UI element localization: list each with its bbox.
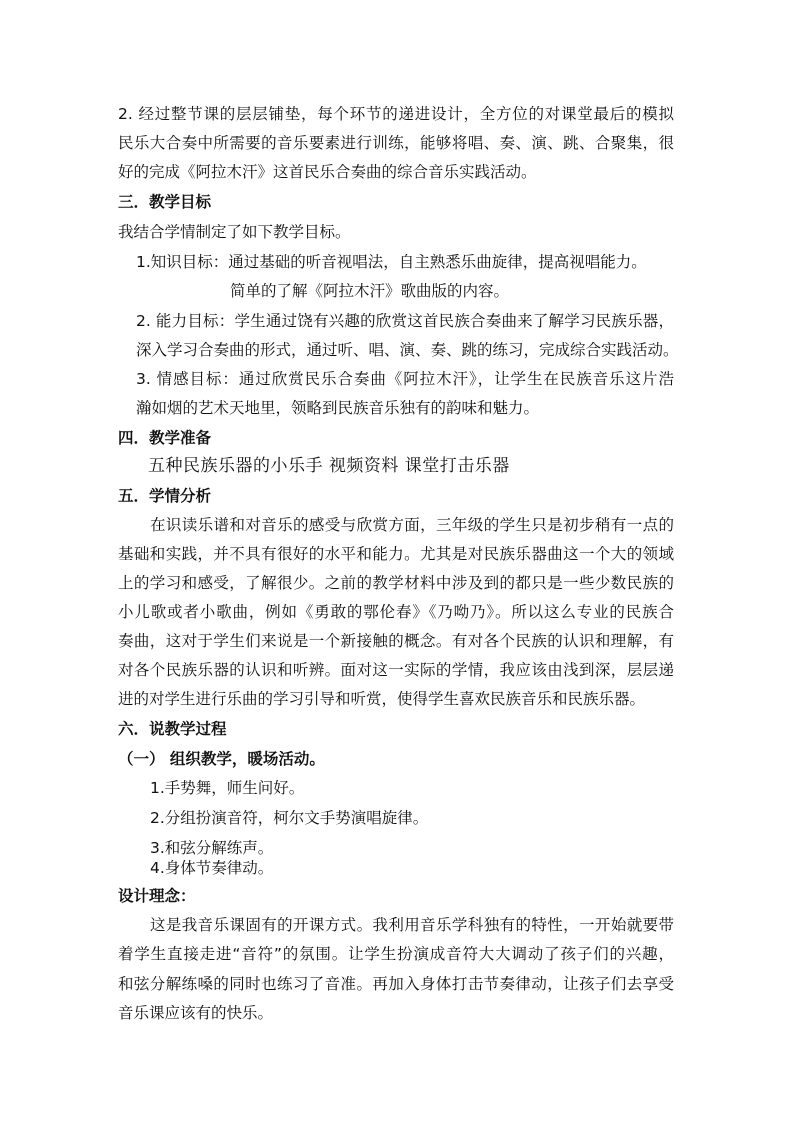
concept-line: 这是我音乐课固有的开课方式。我利用音乐学科独有的特性，一开始就要带: [150, 916, 674, 934]
objectives-intro: 我结合学情制定了如下教学目标。: [118, 223, 351, 241]
goal-emotion: 3. 情感目标：通过欣赏民乐合奏曲《阿拉木汗》，让学生在民族音乐这片浩: [136, 370, 674, 388]
intro-line: 好的完成《阿拉木汗》这首民乐合奏曲的综合音乐实践活动。: [118, 163, 537, 181]
concept-line: 和弦分解练嗓的同时也练习了音准。再加入身体打击节奏律动，让孩子们去享受: [118, 975, 674, 993]
section-heading-objectives: 三．教学目标: [118, 193, 212, 211]
analysis-line: 基础和实践，并不具有很好的水平和能力。尤其是对民族乐器曲这一个大的领域: [118, 545, 674, 563]
analysis-line: 对各个民族乐器的认识和听辨。面对这一实际的学情，我应该由浅到深，层层递: [118, 661, 674, 679]
process-subheading: （一） 组织教学，暖场活动。: [118, 750, 325, 768]
process-item: 4.身体节奏律动。: [150, 859, 274, 877]
process-item: 1.手势舞，师生问好。: [150, 779, 305, 797]
intro-line: 2. 经过整节课的层层铺垫，每个环节的递进设计，全方位的对课堂最后的模拟: [118, 105, 674, 123]
goal-ability: 2. 能力目标：学生通过饶有兴趣的欣赏这首民族合奏曲来了解学习民族乐器，: [136, 312, 674, 330]
goal-ability-cont: 深入学习合奏曲的形式，通过听、唱、演、奏、跳的练习，完成综合实践活动。: [136, 341, 679, 359]
analysis-line: 进的对学生进行乐曲的学习引导和听赏，使得学生喜欢民族音乐和民族乐器。: [118, 690, 646, 708]
design-concept-heading: 设计理念：: [118, 887, 196, 905]
goal-knowledge-cont: 简单的了解《阿拉木汗》歌曲版的内容。: [230, 282, 510, 300]
goal-knowledge: 1.知识目标：通过基础的听音视唱法，自主熟悉乐曲旋律，提高视唱能力。: [136, 253, 647, 271]
preparation-content: 五种民族乐器的小乐手 视频资料 课堂打击乐器: [148, 456, 510, 476]
goal-emotion-cont: 瀚如烟的艺术天地里，领略到民族音乐独有的韵味和魅力。: [136, 399, 540, 417]
intro-line: 民乐大合奏中所需要的音乐要素进行训练，能够将唱、奏、演、跳、合聚集，很: [118, 134, 674, 152]
section-heading-preparation: 四．教学准备: [118, 429, 212, 447]
concept-line: 着学生直接走进“音符”的氛围。让学生扮演成音符大大调动了孩子们的兴趣，: [118, 945, 674, 963]
analysis-line: 小儿歌或者小歌曲，例如《勇敢的鄂伦春》《乃呦乃》。所以这么专业的民族合: [118, 603, 674, 621]
analysis-line: 在识读乐谱和对音乐的感受与欣赏方面，三年级的学生只是初步稍有一点的: [150, 516, 674, 534]
analysis-line: 上的学习和感受，了解很少。之前的教学材料中涉及到的都只是一些少数民族的: [118, 574, 674, 592]
section-heading-process: 六．说教学过程: [118, 720, 227, 738]
process-item: 3.和弦分解练声。: [150, 839, 274, 857]
process-item: 2.分组扮演音符，柯尔文手势演唱旋律。: [150, 809, 429, 827]
analysis-line: 奏曲，这对于学生们来说是一个新接触的概念。有对各个民族的认识和理解，有: [118, 632, 674, 650]
section-heading-analysis: 五．学情分析: [118, 487, 212, 505]
concept-line: 音乐课应该有的快乐。: [118, 1004, 274, 1022]
